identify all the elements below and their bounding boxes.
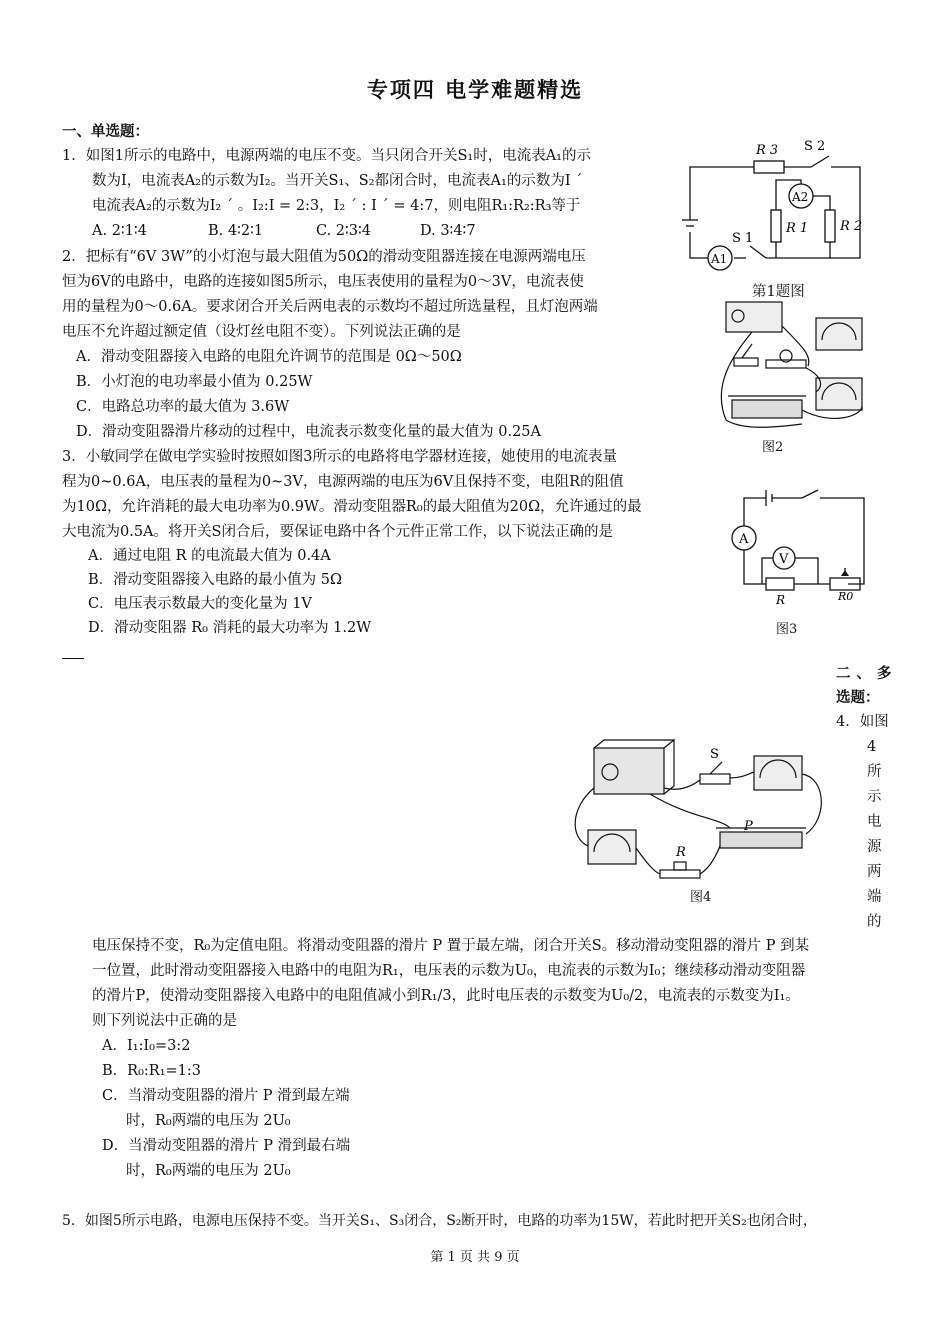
- fig1-label-a1: A1: [711, 252, 728, 266]
- q2-option-d: D．滑动变阻器滑片移动的过程中，电流表示数变化量的最大值为 0.25A: [76, 424, 541, 440]
- q1-line-2: 数为I，电流表A₂的示数为I₂。当开关S₁、S₂都闭合时，电流表A₁的示数为I ´: [92, 173, 583, 189]
- fig4-label-r: R: [676, 845, 686, 860]
- fig3-label-r: R: [776, 593, 786, 607]
- q4-vertical-2: 所: [867, 764, 882, 780]
- figure-1-circuit: [676, 130, 876, 280]
- q4-option-c-cont: 时，R₀两端的电压为 2U₀: [126, 1113, 291, 1129]
- fig1-label-s2: S 2: [804, 139, 826, 154]
- q3-line-1: 3．小敏同学在做电学实验时按照如图3所示的电路将电学器材连接，她使用的电流表量: [62, 449, 617, 465]
- q3-line-2: 程为0~0.6A，电压表的量程为0~3V，电源两端的电压为6V且保持不变，电阻R的阻值: [62, 474, 624, 490]
- q4-vertical-3: 示: [867, 789, 882, 805]
- q4-option-a: A．I₁:I₀=3:2: [102, 1038, 191, 1054]
- q1-line-1: 1．如图1所示的电路中，电源两端的电压不变。当只闭合开关S₁时，电流表A₁的示: [62, 148, 591, 164]
- q4-vertical-0: 4．如图: [836, 714, 889, 730]
- q4-line-2: 一位置，此时滑动变阻器接入电路中的电阻为R₁，电压表的示数为U₀，电流表的示数为I₀；继续移动滑动变阻器: [92, 963, 806, 979]
- figure-2-caption: 图2: [762, 440, 784, 455]
- q2-option-c: C．电路总功率的最大值为 3.6W: [76, 399, 290, 415]
- figure-3-caption: 图3: [776, 622, 798, 637]
- q4-option-b: B．R₀:R₁=1:3: [102, 1063, 201, 1079]
- q5-line-1: 5．如图5所示电路，电源电压保持不变。当开关S₁、S₃闭合，S₂断开时，电路的功率为15W，若此时把开关S₂也闭合时，: [62, 1213, 817, 1229]
- q3-option-a: A．通过电阻 R 的电流最大值为 0.4A: [88, 548, 331, 564]
- q4-vertical-6: 两: [867, 864, 882, 880]
- q3-line-4: 大电流为0.5A。将开关S闭合后，要保证电路中各个元件正常工作，以下说法正确的是: [62, 524, 613, 540]
- page-title: 专项四 电学难题精选: [366, 77, 584, 102]
- separator-line: [62, 658, 84, 659]
- q4-option-d: D．当滑动变阻器的滑片 P 滑到最右端: [102, 1138, 351, 1154]
- q3-option-c: C．电压表示数最大的变化量为 1V: [88, 596, 312, 612]
- q4-option-d-cont: 时，R₀两端的电压为 2U₀: [126, 1163, 291, 1179]
- figure-1-caption: 第1题图: [752, 284, 805, 300]
- fig4-label-s: S: [710, 747, 719, 762]
- fig1-label-r2: R 2: [840, 219, 863, 234]
- q1-option-d: D. 3∶4∶7: [420, 223, 476, 239]
- fig3-label-v: V: [779, 552, 789, 567]
- q1-option-a: A. 2∶1∶4: [92, 223, 147, 239]
- q3-line-3: 为10Ω，允许消耗的最大电功率为0.9W。滑动变阻器R₀的最大阻值为20Ω，允许通过的最: [62, 499, 642, 515]
- q2-line-2: 恒为6V的电路中，电路的连接如图5所示，电压表使用的量程为0～3V，电流表使: [62, 274, 584, 290]
- figure-3-circuit: [728, 486, 878, 614]
- q2-line-3: 用的量程为0～0.6A。要求闭合开关后两电表的示数均不超过所选量程，且灯泡两端: [62, 299, 598, 315]
- q4-line-4: 则下列说法中正确的是: [92, 1013, 237, 1029]
- fig3-label-a: A: [739, 532, 749, 547]
- q1-option-b: B. 4∶2∶1: [208, 223, 264, 239]
- figure-2-apparatus: [712, 296, 872, 432]
- page-footer: 第 1 页 共 9 页: [430, 1250, 520, 1265]
- q4-vertical-1: 4: [867, 739, 877, 755]
- q3-option-b: B．滑动变阻器接入电路的最小值为 5Ω: [88, 572, 343, 588]
- fig3-label-r0: R0: [838, 590, 854, 603]
- q4-vertical-5: 源: [867, 839, 882, 855]
- q3-option-d: D．滑动变阻器 R₀ 消耗的最大功率为 1.2W: [88, 620, 372, 636]
- q4-vertical-4: 电: [867, 814, 882, 830]
- q4-vertical-8: 的: [867, 914, 882, 930]
- section-heading-multi-choice-1: 二、多: [836, 665, 898, 682]
- figure-4-apparatus: [570, 738, 832, 886]
- q2-option-b: B．小灯泡的电功率最小值为 0.25W: [76, 374, 313, 390]
- q2-line-1: 2．把标有“6V 3W”的小灯泡与最大阻值为50Ω的滑动变阻器连接在电源两端电压: [62, 249, 586, 265]
- q2-line-4: 电压不允许超过额定值（设灯丝电阻不变）。下列说法正确的是: [62, 324, 461, 340]
- fig1-label-r1: R 1: [786, 221, 809, 236]
- fig4-label-p: P: [744, 819, 753, 834]
- fig1-label-a2: A2: [792, 190, 809, 204]
- q4-line-3: 的滑片P，使滑动变阻器接入电路中的电阻值减小到R₁/3，此时电压表的示数变为U₀/2，电流表的示数变为I₁。: [92, 988, 800, 1004]
- q1-line-3: 电流表A₂的示数为I₂ ´ 。I₂:I = 2:3，I₂ ´ : I ´ = 4:7，则电阻R₁:R₂:R₃等于: [92, 198, 581, 214]
- q2-option-a: A．滑动变阻器接入电路的电阻允许调节的范围是 0Ω～50Ω: [76, 349, 462, 365]
- section-heading-multi-choice-2: 选题：: [836, 689, 880, 706]
- q4-option-c: C．当滑动变阻器的滑片 P 滑到最左端: [102, 1088, 350, 1104]
- figure-4-caption: 图4: [690, 890, 712, 905]
- q1-option-c: C. 2∶3∶4: [316, 223, 372, 239]
- q4-vertical-7: 端: [867, 889, 882, 905]
- q4-line-1: 电压保持不变，R₀为定值电阻。将滑动变阻器的滑片 P 置于最左端，闭合开关S。移动滑动变阻器的滑片 P 到某: [92, 938, 810, 954]
- section-heading-single-choice: 一、单选题：: [62, 123, 149, 140]
- fig1-label-s1: S 1: [732, 231, 754, 246]
- fig1-label-r3: R 3: [756, 143, 779, 158]
